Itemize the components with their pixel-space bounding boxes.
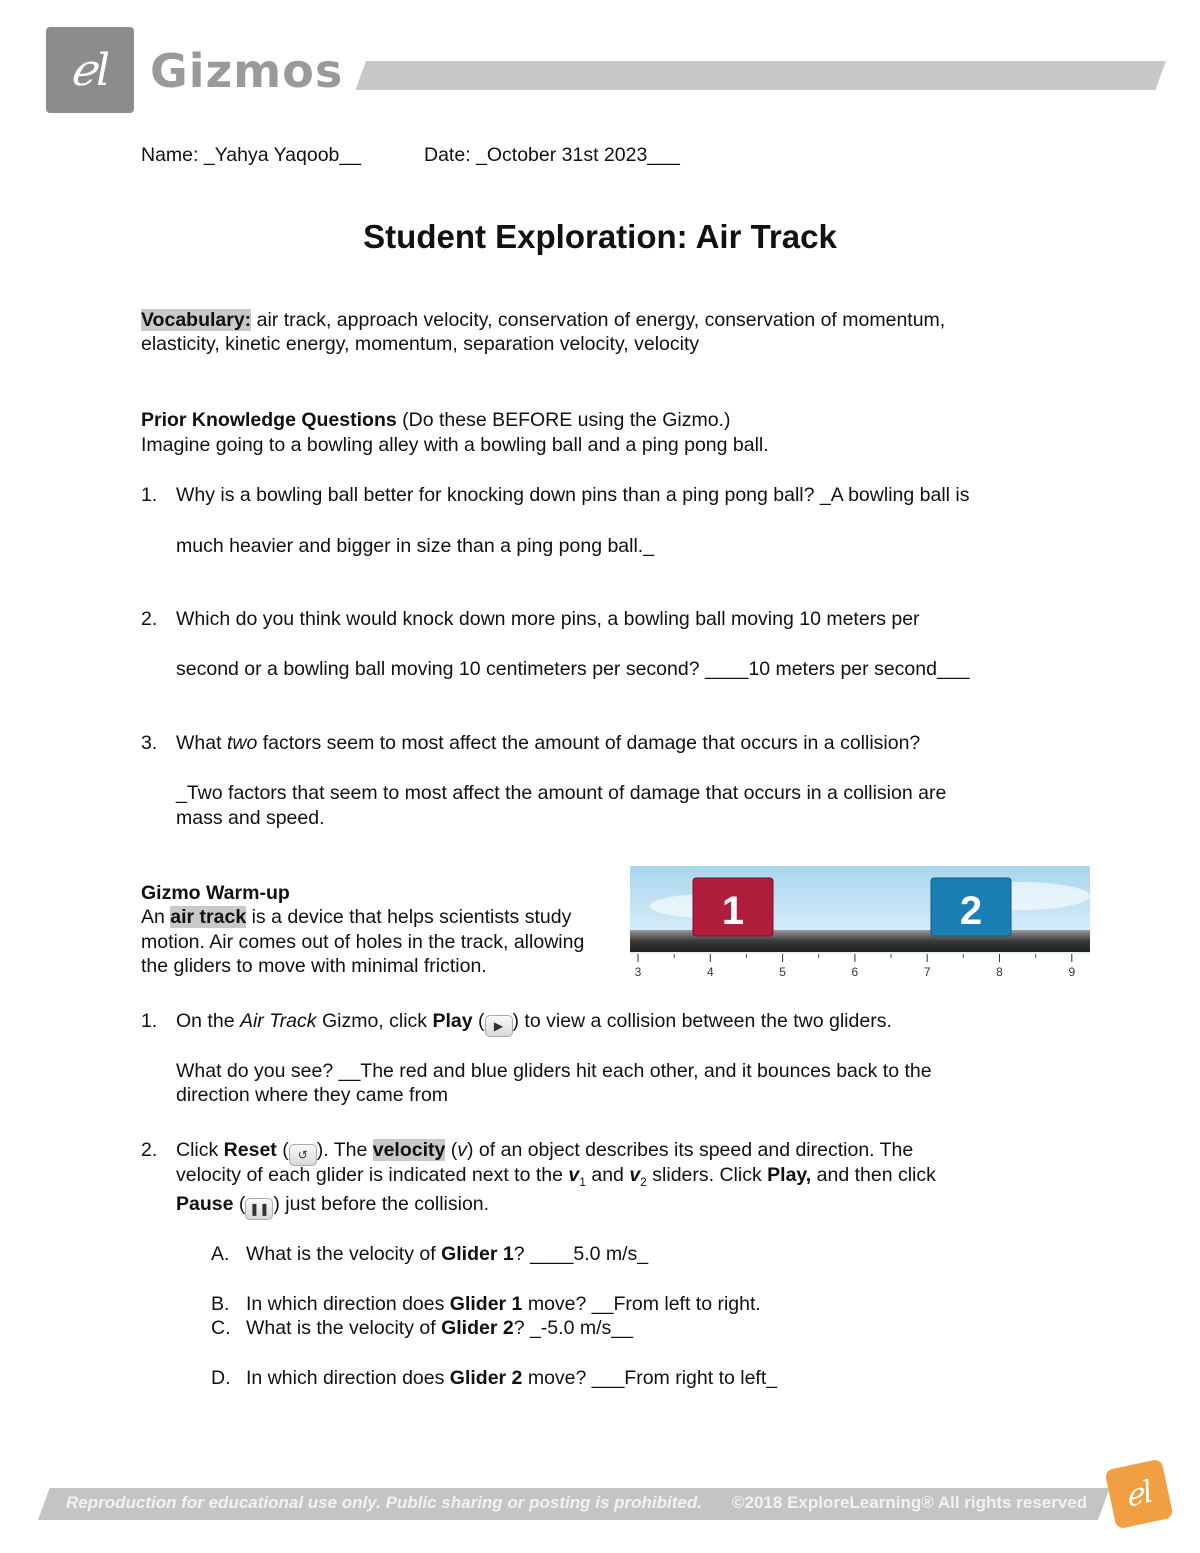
sub-question-c: What is the velocity of Glider 2? _-5.0 m/s__ (246, 1317, 633, 1339)
warmup-q2-line3: Pause ( ❚❚ ) just before the collision. (176, 1192, 489, 1220)
ruler-tick-label: 5 (779, 965, 786, 979)
question-number: 3. (141, 732, 158, 754)
explorelearning-footer-logo: ℯl (1104, 1459, 1173, 1530)
vocabulary-label: Vocabulary: (141, 309, 252, 331)
page-title: Student Exploration: Air Track (363, 218, 837, 255)
warmup-q1-line1: On the Air Track Gizmo, click Play ( ▶ ) to view a collision between the two gliders. (176, 1009, 892, 1037)
warmup-line3: the gliders to move with minimal friction. (141, 955, 487, 977)
warmup-heading: Gizmo Warm-up (141, 882, 290, 904)
explorelearning-logo: ℯl (46, 27, 134, 113)
sub-question-a: What is the velocity of Glider 1? ____5.0 m/s_ (246, 1243, 649, 1265)
warmup-line1: An air track is a device that helps scientists study (141, 906, 572, 928)
header-bar (355, 61, 1166, 90)
play-icon: ▶ (485, 1015, 513, 1037)
vocabulary-line-2: elasticity, kinetic energy, momentum, separation velocity, velocity (141, 333, 700, 355)
sub-question-b: In which direction does Glider 1 move? __From left to right. (246, 1293, 761, 1315)
prior-q3-answer2: mass and speed. (176, 807, 325, 829)
question-number: 2. (141, 608, 158, 630)
prior-intro: Imagine going to a bowling alley with a bowling ball and a ping pong ball. (141, 434, 769, 456)
prior-q1-line2: much heavier and bigger in size than a ping pong ball._ (176, 535, 655, 557)
warmup-q2-line2: velocity of each glider is indicated next to the $v_1$ and $v_2$ sliders. Click Play, and then click (176, 1164, 936, 1189)
reset-icon: ↺ (289, 1144, 317, 1166)
track-ruler (635, 954, 1076, 979)
prior-q2-line2: second or a bowling ball moving 10 centimeters per second? ____10 meters per second___ (176, 658, 970, 680)
ruler-tick-label: 9 (1068, 965, 1076, 979)
question-number: 1. (141, 1010, 158, 1032)
warmup-q1-answer2: direction where they came from (176, 1084, 449, 1106)
glider-1-label: 1 (721, 889, 745, 933)
ruler-tick-label: 6 (851, 965, 859, 979)
warmup-q2-line1: Click Reset ( ↺ ). The velocity (v) of an object describes its speed and direction. The (176, 1138, 913, 1166)
footer-copyright: ©2018 ExploreLearning® All rights reserved (732, 1493, 1088, 1512)
sub-letter: D. (211, 1367, 231, 1389)
ruler-tick-label: 7 (923, 965, 931, 979)
warmup-q1-answer1: What do you see? __The red and blue gliders hit each other, and it bounces back to the (176, 1060, 932, 1082)
prior-heading: Prior Knowledge Questions (Do these BEFORE using the Gizmo.) (141, 409, 731, 431)
ruler-tick-label: 8 (996, 965, 1003, 979)
glider-2-label: 2 (959, 889, 983, 933)
pause-icon: ❚❚ (245, 1198, 273, 1220)
warmup-line2: motion. Air comes out of holes in the track, allowing (141, 931, 585, 953)
name-line: Name: _Yahya Yaqoob__ (141, 144, 362, 166)
air-track-image (630, 866, 1090, 986)
sub-letter: A. (211, 1243, 230, 1265)
ruler-tick-label: 4 (706, 965, 714, 979)
prior-q2-line1: Which do you think would knock down more pins, a bowling ball moving 10 meters per (176, 608, 920, 630)
date-line: Date: _October 31st 2023___ (424, 144, 680, 166)
question-number: 2. (141, 1139, 158, 1161)
prior-q3-answer1: _Two factors that seem to most affect the amount of damage that occurs in a collision are (176, 782, 947, 804)
vocabulary-line-1: Vocabulary: air track, approach velocity, conservation of energy, conservation of momentum, (141, 309, 946, 331)
sub-letter: B. (211, 1293, 230, 1315)
sub-letter: C. (211, 1317, 231, 1339)
sub-question-d: In which direction does Glider 2 move? ___From right to left_ (246, 1367, 778, 1389)
gizmos-brand: Gizmos (150, 44, 344, 98)
ruler-tick-label: 3 (634, 965, 642, 979)
prior-q3-line1: What two factors seem to most affect the amount of damage that occurs in a collision? (176, 732, 921, 754)
question-number: 1. (141, 484, 158, 506)
footer-notice: Reproduction for educational use only. Public sharing or posting is prohibited. (66, 1493, 702, 1512)
prior-q1-line1: Why is a bowling ball better for knocking down pins than a ping pong ball? _A bowling ball is (176, 484, 970, 506)
